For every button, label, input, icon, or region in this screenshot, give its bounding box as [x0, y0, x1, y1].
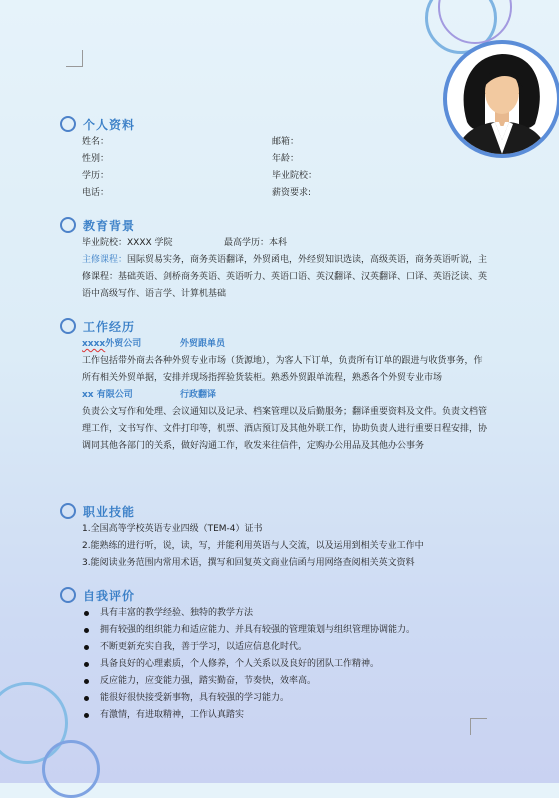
list-item: 不断更新充实自我，善于学习，以适应信息化时代。	[82, 639, 490, 656]
list-item: 能很好很快接受新事物，具有较强的学习能力。	[82, 690, 490, 707]
self-evaluation-list	[82, 605, 490, 724]
company-suffix: 外贸公司	[105, 339, 142, 349]
courses-label: 主修课程：	[82, 255, 128, 265]
self-evaluation-section	[60, 585, 490, 724]
field-school: 毕业院校：	[272, 171, 318, 181]
section-title: 工作经历	[83, 319, 136, 334]
courses-paragraph	[82, 252, 490, 303]
crop-mark-top-left	[66, 50, 83, 67]
list-item: 反应能力，应变能力强，踏实勤奋，节奏快，效率高。	[82, 673, 490, 690]
job-position: 外贸跟单员	[180, 339, 226, 349]
circle-bullet-icon	[60, 318, 76, 334]
job-position: 行政翻译	[180, 390, 217, 400]
company-prefix: xxxx	[82, 339, 106, 349]
circle-bullet-icon	[60, 587, 76, 603]
field-name: 姓名：	[82, 137, 110, 147]
field-gender: 性别：	[82, 154, 110, 164]
field-phone: 电话：	[82, 188, 110, 198]
list-item: 拥有较强的组织能力和适应能力、并具有较强的管理策划与组织管理协调能力。	[82, 622, 490, 639]
list-item: 具备良好的心理素质，个人修养，个人关系以及良好的团队工作精神。	[82, 656, 490, 673]
list-item: 具有丰富的教学经验、独特的教学方法	[82, 605, 490, 622]
section-title: 个人资料	[83, 117, 136, 132]
job-company	[82, 387, 180, 404]
section-header	[60, 316, 490, 336]
profile-fields	[60, 134, 490, 202]
field-education: 学历：	[82, 171, 110, 181]
experience-body	[60, 336, 490, 455]
job-description: 工作包括带外商去各种外贸专业市场（货源地），为客人下订单，负责所有订单的跟进与收货事务，作所有相关外贸单据，安排并现场指挥验货装柜。熟悉外贸跟单流程，熟悉各个外贸专业市场	[82, 356, 483, 383]
job-company	[82, 336, 180, 353]
circle-bullet-icon	[60, 503, 76, 519]
circle-bullet-icon	[60, 116, 76, 132]
school-line: 毕业院校：XXXX 学院	[82, 238, 173, 248]
list-item: 有激情，有进取精神，工作认真踏实	[82, 707, 490, 724]
section-header	[60, 501, 490, 521]
circle-bullet-icon	[60, 217, 76, 233]
skills-body	[60, 521, 490, 572]
section-title: 职业技能	[83, 504, 136, 519]
courses-text: 国际贸易实务，商务英语翻译，外贸函电，外经贸知识选读，高级英语，商务英语听说，主修课程：基础英语、剑桥商务英语、英语听力、英语口语、英汉翻译、汉英翻译、口译、英语泛读、英语中高级写作、语言学、计算机基础	[82, 255, 488, 299]
job-description: 负责公文写作和处理、会议通知以及记录、档案管理以及后勤服务；翻译重要资料及文件。负责文档管理工作，文书写作、文件打印等，机票、酒店预订及其他外联工作，协助负责人进行重要日程安排，协调同其他各部门的关系，做好沟通工作，收发来往信件，定购办公用品及其他办公事务	[82, 407, 488, 451]
experience-section	[60, 316, 490, 455]
skills-section	[60, 501, 490, 572]
skill-item: 1.全国高等学校英语专业四级（TEM-4）证书	[82, 524, 263, 534]
field-salary: 薪资要求:	[272, 188, 312, 198]
skill-item: 3.能阅读业务范围内常用术语，撰写和回复英文商业信函与用网络查阅相关英文资料	[82, 558, 415, 568]
company-suffix: xx 有限公司	[82, 390, 133, 400]
skill-item: 2.能熟练的进行听，说，读，写，并能利用英语与人交流，以及运用到相关专业工作中	[82, 541, 424, 551]
section-title: 教育背景	[83, 218, 136, 233]
decorative-circle	[42, 740, 100, 798]
profile-section	[60, 114, 490, 202]
education-section	[60, 215, 490, 303]
job-header	[82, 387, 490, 404]
section-header	[60, 114, 490, 134]
field-age: 年龄：	[272, 154, 300, 164]
section-header	[60, 215, 490, 235]
section-title: 自我评价	[83, 588, 136, 603]
field-email: 邮箱：	[272, 137, 300, 147]
section-header	[60, 585, 490, 605]
self-evaluation-body	[60, 605, 490, 724]
job-header	[82, 336, 490, 353]
degree-line: 最高学历：本科	[224, 238, 288, 248]
education-body	[60, 235, 490, 303]
education-school-line	[82, 235, 490, 252]
